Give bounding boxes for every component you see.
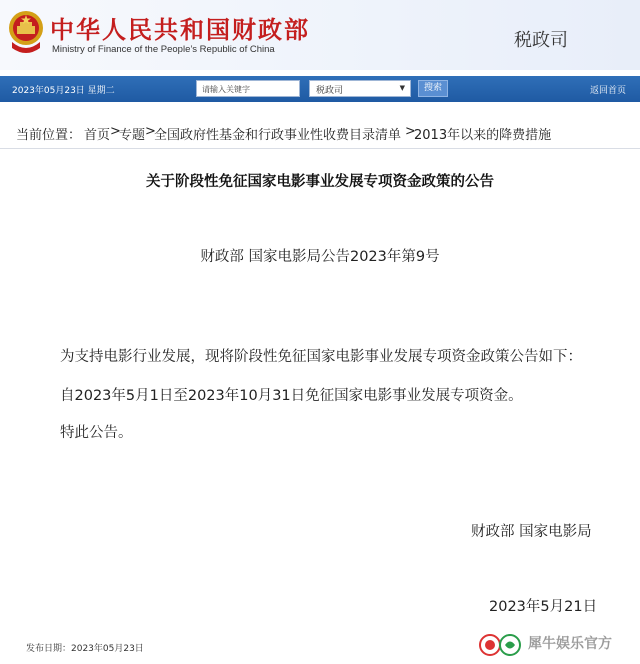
publish-date: 发布日期：2023年05月23日 [26,644,144,654]
article-paragraph: 自2023年5月1日至2023年10月31日免征国家电影事业发展专项资金。 [60,388,523,404]
search-input[interactable]: 请输入关键字 [196,80,300,97]
breadcrumb-item-fee-reduction[interactable]: 2013年以来的降费措施 [414,128,552,143]
breadcrumb-item-topics[interactable]: 专题 [119,128,146,143]
department-select[interactable] [309,80,411,97]
breadcrumb-item-catalog[interactable]: 全国政府性基金和行政事业性收费目录清单 [154,128,402,143]
department-name: 税政司 [514,30,568,51]
sign-date: 2023年5月21日 [489,599,598,615]
breadcrumb-label: 当前位置： [16,128,82,143]
document-number: 财政部 国家电影局公告2023年第9号 [200,249,440,265]
ministry-name-en: Ministry of Finance of the People’s Republic of China [52,44,275,55]
breadcrumb-item-home[interactable]: 首页 [84,128,111,143]
department-select-value: 税政司 [316,86,344,96]
current-date: 2023年05月23日 星期二 [12,86,115,96]
ministry-name-cn: 中华人民共和国财政部 [50,15,310,44]
search-button[interactable]: 搜索 [418,80,448,97]
breadcrumb-separator: > [405,124,416,139]
site-header [0,0,640,70]
breadcrumb-separator: > [145,124,156,139]
article-paragraph: 特此公告。 [60,425,133,441]
watermark-logo-icon [478,632,524,658]
watermark [478,630,638,660]
top-toolbar [0,76,640,102]
watermark-text: 犀牛娱乐官方 [528,636,612,652]
article-title: 关于阶段性免征国家电影事业发展专项资金政策的公告 [146,174,494,190]
national-emblem-icon [6,6,46,60]
dropdown-arrow-icon: ▼ [399,84,405,92]
signatory: 财政部 国家电影局 [471,524,592,540]
home-link[interactable]: 返回首页 [590,86,627,96]
breadcrumb-separator: > [110,124,121,139]
breadcrumb [0,120,640,149]
article-paragraph: 为支持电影行业发展，现将阶段性免征国家电影事业发展专项资金政策公告如下： [60,349,582,365]
